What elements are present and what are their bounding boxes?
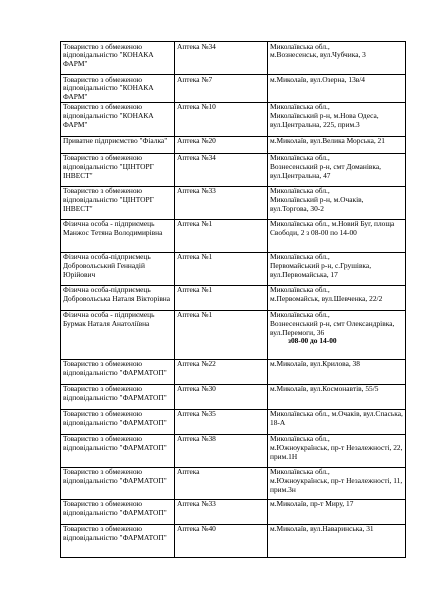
address-cell xyxy=(268,384,406,409)
pharmacy-cell: Аптека №1 xyxy=(175,252,268,285)
table-row xyxy=(61,434,406,467)
pharmacy-cell: Аптека №40 xyxy=(175,524,268,557)
table-row xyxy=(61,499,406,524)
address-line: м.Миколаїв, вул.Велика Морська, 21 xyxy=(270,136,385,146)
pharmacy-cell: Аптека №33 xyxy=(175,186,268,219)
address-cell xyxy=(268,219,406,252)
address-line: м.Миколаїв, вул.Озерна, 13в/4 xyxy=(270,74,366,84)
organization-name-cell: Фізична особа-підприємець Добровольський Геннадій Юрійович xyxy=(61,252,175,285)
table-row xyxy=(61,153,406,186)
pharmacy-cell: Аптека №1 xyxy=(175,285,268,310)
address-cell xyxy=(268,285,406,310)
organization-name-cell: Приватне підприємство "Фіалка" xyxy=(61,136,175,153)
address-cell xyxy=(268,359,406,384)
address-line: Миколаївська обл., xyxy=(270,310,330,320)
address-line: Вознесенський р-н, смт Доманівка, вул.Центральна, 47 xyxy=(270,161,382,180)
pharmacy-cell: Аптека №20 xyxy=(175,136,268,153)
address-cell xyxy=(268,136,406,153)
address-line: Миколаївська обл., xyxy=(270,41,330,51)
table-row xyxy=(61,102,406,136)
address-line: м.Вознесенськ, вул.Чубчика, 3 xyxy=(270,50,366,60)
address-line: Миколаївська обл., xyxy=(270,285,330,295)
address-line: м.Южноукраїнськ, пр-т Незалежності, 11, прим.3н xyxy=(270,475,403,494)
pharmacy-cell: Аптека №7 xyxy=(175,75,268,103)
address-cell xyxy=(268,252,406,285)
address-line: Миколаївський р-н, м.Нова Одеса, вул.Центральна, 225, прим.3 xyxy=(270,110,379,129)
address-line: м.Миколаїв, пр-т Миру, 17 xyxy=(270,499,354,509)
table-row xyxy=(61,524,406,557)
address-cell xyxy=(268,186,406,219)
address-line: Миколаївська обл., xyxy=(270,102,330,112)
address-cell xyxy=(268,42,406,75)
organization-name-cell: Товариство з обмеженою відповідальністю "ФАРМАТОП" xyxy=(61,409,175,434)
address-line: м.Миколаїв, вул.Космонавтів, 55/5 xyxy=(270,384,379,394)
address-line: Миколаївська обл., xyxy=(270,434,330,444)
address-cell xyxy=(268,524,406,557)
address-cell xyxy=(268,102,406,136)
address-line: Миколаївська обл., xyxy=(270,252,330,262)
table-row xyxy=(61,359,406,384)
table-row xyxy=(61,75,406,103)
table-row xyxy=(61,384,406,409)
address-line: м.Первомайськ, вул.Шевченка, 22/2 xyxy=(270,293,383,303)
table-row xyxy=(61,285,406,310)
pharmacy-cell: Аптека №38 xyxy=(175,434,268,467)
pharmacy-cell: Аптека №30 xyxy=(175,384,268,409)
organization-name-cell: Товариство з обмеженою відповідальністю "ФАРМАТОП" xyxy=(61,359,175,384)
pharmacy-cell: Аптека №1 xyxy=(175,310,268,359)
address-line: Миколаївська обл., xyxy=(270,186,330,196)
table-row xyxy=(61,219,406,252)
pharmacy-cell: Аптека №10 xyxy=(175,102,268,136)
address-cell xyxy=(268,75,406,103)
organization-name-cell: Фізична особа-підприємець Добровольська Наталя Вікторівна xyxy=(61,285,175,310)
organization-name-cell: Товариство з обмеженою відповідальністю "ФАРМАТОП" xyxy=(61,467,175,499)
organization-name-cell: Товариство з обмеженою відповідальністю "ФАРМАТОП" xyxy=(61,384,175,409)
pharmacy-table xyxy=(60,41,406,558)
address-line: Миколаївська обл., м.Новий Буг, площа Свободи, 2 з 08-00 по 14-00 xyxy=(270,219,395,237)
address-line: Миколаївська обл., xyxy=(270,467,330,477)
pharmacy-cell: Аптека №33 xyxy=(175,499,268,524)
table-row xyxy=(61,310,406,359)
pharmacy-cell: Аптека №34 xyxy=(175,42,268,75)
pharmacy-cell: Аптека №1 xyxy=(175,219,268,252)
organization-name-cell: Товариство з обмеженою відповідальністю "КОНАКА ФАРМ" xyxy=(61,75,175,103)
address-line: Миколаївська обл., xyxy=(270,153,330,163)
organization-name-cell: Товариство з обмеженою відповідальністю "КОНАКА ФАРМ" xyxy=(61,102,175,136)
pharmacy-cell: Аптека №35 xyxy=(175,409,268,434)
working-hours: з08-00 до 14-00 xyxy=(288,336,337,346)
table-body xyxy=(61,42,406,558)
organization-name-cell: Товариство з обмеженою відповідальністю "ФАРМАТОП" xyxy=(61,524,175,557)
pharmacy-cell: Аптека xyxy=(175,467,268,499)
address-line: м.Миколаїв, вул.Крилова, 38 xyxy=(270,359,360,369)
address-cell xyxy=(268,310,406,359)
address-cell xyxy=(268,153,406,186)
address-line: Миколаївська обл., м.Очаків, вул.Спаська, 18-А xyxy=(270,409,403,427)
pharmacy-cell: Аптека №34 xyxy=(175,153,268,186)
organization-name-cell: Фізична особа - підприємець Бурмак Наталя Анатоліївна xyxy=(61,310,175,359)
address-cell xyxy=(268,499,406,524)
organization-name-cell: Товариство з обмеженою відповідальністю "ФАРМАТОП" xyxy=(61,499,175,524)
pharmacy-cell: Аптека №22 xyxy=(175,359,268,384)
table-row xyxy=(61,467,406,499)
address-line: Миколаївський р-н, м.Очаків, вул.Торгова, 30-2 xyxy=(270,194,364,213)
organization-name-cell: Товариство з обмеженою відповідальністю "ФАРМАТОП" xyxy=(61,434,175,467)
organization-name-cell: Товариство з обмеженою відповідальністю "ЦІНТОРГ ІНВЕСТ" xyxy=(61,186,175,219)
address-cell xyxy=(268,467,406,499)
table-row xyxy=(61,252,406,285)
address-line: Вознесенський р-н, смт Олександрівка, вул.Перемоги, 36 xyxy=(270,318,395,337)
address-line: м.Миколаїв, вул.Наваринська, 31 xyxy=(270,524,374,534)
table-row xyxy=(61,136,406,153)
address-cell xyxy=(268,434,406,467)
table-row xyxy=(61,42,406,75)
table-row xyxy=(61,409,406,434)
address-cell xyxy=(268,409,406,434)
address-line: Первомайський р-н, с.Грушівка, вул.Первомайська, 17 xyxy=(270,260,372,279)
organization-name-cell: Товариство з обмеженою відповідальністю "КОНАКА ФАРМ" xyxy=(61,42,175,75)
table-row xyxy=(61,186,406,219)
organization-name-cell: Фізична особа - підприємець Манжос Тетяна Володимирівна xyxy=(61,219,175,252)
organization-name-cell: Товариство з обмеженою відповідальністю "ЦІНТОРГ ІНВЕСТ" xyxy=(61,153,175,186)
address-line: м.Южноукраїнськ, пр-т Незалежності, 22, прим.1Н xyxy=(270,442,403,461)
